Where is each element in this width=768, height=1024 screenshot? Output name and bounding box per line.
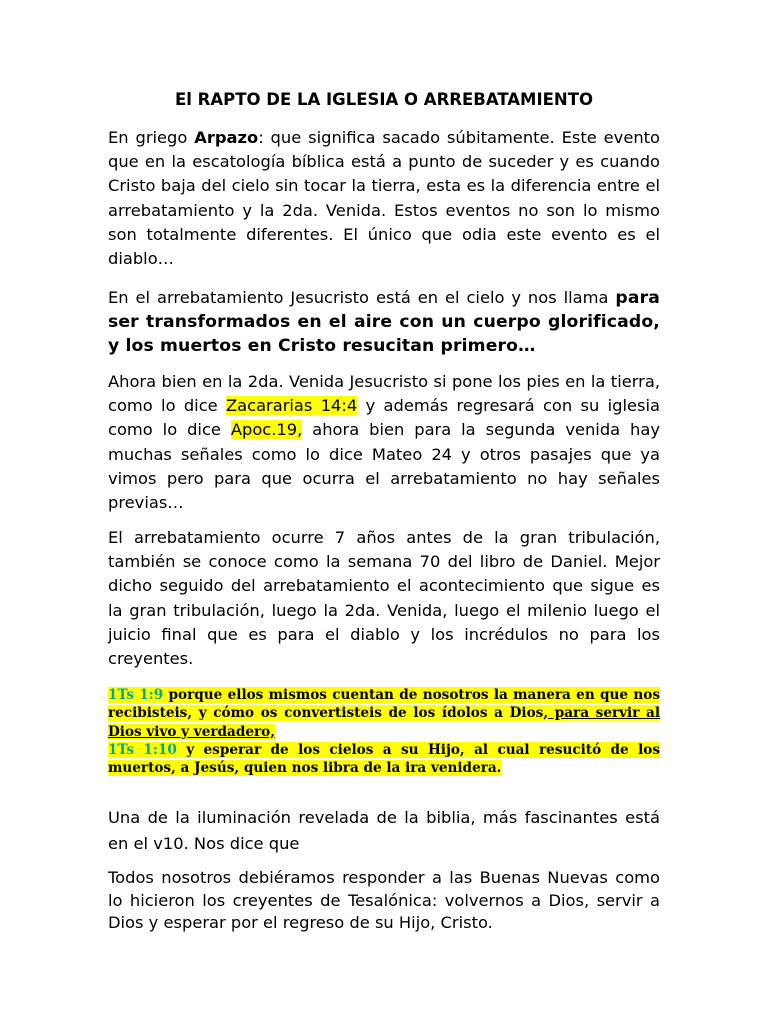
p1-lead: En griego	[108, 128, 195, 147]
document-title: El RAPTO DE LA IGLESIA O ARREBATAMIENTO	[175, 90, 593, 109]
p1-text: : que significa sacado súbitamente. Este evento que en la escatología bíblica está a punto de suceder y es cuando Cristo baja del cielo sin tocar la tierra, esta es la diferencia entre el arrebatamiento y la 2da. Venida. Estos eventos no son lo mismo son totalmente diferentes. El único que odia este evento es el diablo…	[108, 128, 660, 269]
paragraph-tribulacion: El arrebatamiento ocurre 7 años antes de la gran tribulación, también se conoce como la semana 70 del libro de Daniel. Mejor dicho seguido del arrebatamiento el acontecimiento que sigue es la gran tribulación, luego la 2da. Venida, luego el milenio luego el juicio final que es para el diablo y los incrédulos no para los creyentes.	[108, 528, 660, 669]
verse-block	[108, 686, 660, 777]
verse-ref: 1Ts 1:9	[108, 687, 164, 703]
verse-1ts-1-9	[108, 686, 660, 741]
paragraph-arpazo	[108, 126, 660, 271]
p3-c: ahora bien para la segunda venida hay muchas señales como lo dice Mateo 24 y otros pasajes que ya vimos pero para que ocurra el arrebatamiento no hay señales previas…	[108, 420, 660, 513]
verse-text: porque ellos mismos cuentan de nosotros la manera en que nos recibisteis, y cómo os convertisteis de los ídolos a Dios,	[108, 687, 660, 722]
p3-b: y además regresará con su iglesia como lo dice	[108, 396, 660, 440]
p1-term: Arpazo	[194, 128, 259, 147]
paragraph-segunda-venida	[108, 370, 660, 515]
paragraph-iluminacion: Una de la iluminación revelada de la biblia, más fascinantes está en el v10. Nos dice que	[108, 808, 660, 853]
verse-1ts-1-10	[108, 741, 660, 778]
paragraph-arrebatamiento	[108, 286, 660, 359]
p3-a: Ahora bien en la 2da. Venida Jesucristo si pone los pies en la tierra, como lo dice	[108, 372, 660, 416]
p3-ref-apoc: Apoc.19,	[230, 420, 303, 440]
verse-underlined-text: para servir al Dios vivo y verdadero,	[108, 705, 660, 740]
verse-text: y esperar de los cielos a su Hijo, al cual resucitó de los muertos, a Jesús, quien nos libra de la ira venidera.	[108, 741, 661, 777]
p2-text: En el arrebatamiento Jesucristo está en el cielo y nos llama	[108, 288, 616, 307]
paragraph-conclusion: Todos nosotros debiéramos responder a las Buenas Nuevas como lo hicieron los creyentes de Tesalónica: volvernos a Dios, servir a Dios y esperar por el regreso de su Hijo, Cristo.	[108, 868, 660, 932]
p3-ref-zacarias: Zacararias 14:4	[225, 396, 358, 416]
verse-ref: 1Ts 1:10	[108, 741, 177, 758]
p2-bold: para ser transformados en el aire con un cuerpo glorificado, y los muertos en Cristo resucitan primero…	[108, 288, 660, 357]
